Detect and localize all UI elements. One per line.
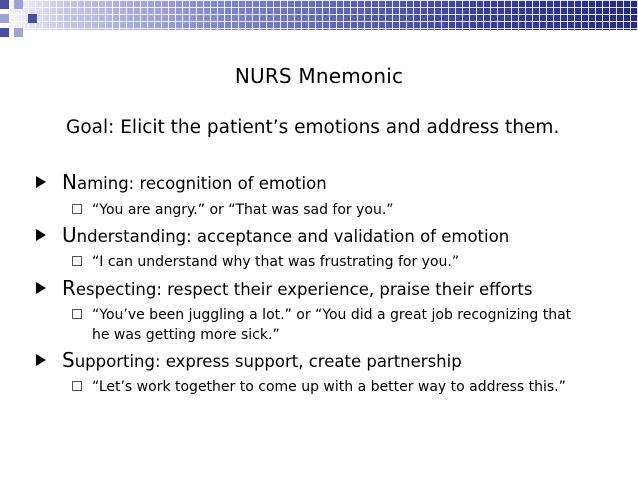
sub-bullet-text: “Let’s work together to come up with a better way to address this.” [92,379,566,395]
arrow-bullet-icon [36,354,46,366]
bullet-initial: N [62,170,77,194]
slide-title: NURS Mnemonic [234,64,404,88]
square-bullet-icon [72,256,82,266]
sub-bullet-text: “I can understand why that was frustrating for you.” [92,254,460,270]
arrow-bullet-icon [36,229,46,241]
bullet-initial: U [62,223,77,247]
header-banner-grid [0,0,638,30]
arrow-bullet-icon [36,176,46,188]
bullet-text: aming: recognition of emotion [76,174,327,193]
bullet-text: nderstanding: acceptance and validation of emotion [76,227,510,246]
arrow-bullet-icon [36,282,46,294]
square-bullet-icon [72,204,82,214]
bullet-text: upporting: express support, create partnership [74,352,462,371]
bullet-text: especting: respect their experience, praise their efforts [75,280,533,299]
sub-bullet-text-continued: he was getting more sick.” [92,327,280,343]
sub-bullet-text: “You are angry.” or “That was sad for you.” [92,202,394,218]
slide-goal: Goal: Elicit the patient’s emotions and address them. [66,117,560,138]
square-bullet-icon [72,381,82,391]
sub-bullet-text: “You’ve been juggling a lot.” or “You did a great job recognizing that [92,307,572,323]
bullet-initial: R [62,276,76,300]
bullet-initial: S [62,348,75,372]
square-bullet-icon [72,309,82,319]
